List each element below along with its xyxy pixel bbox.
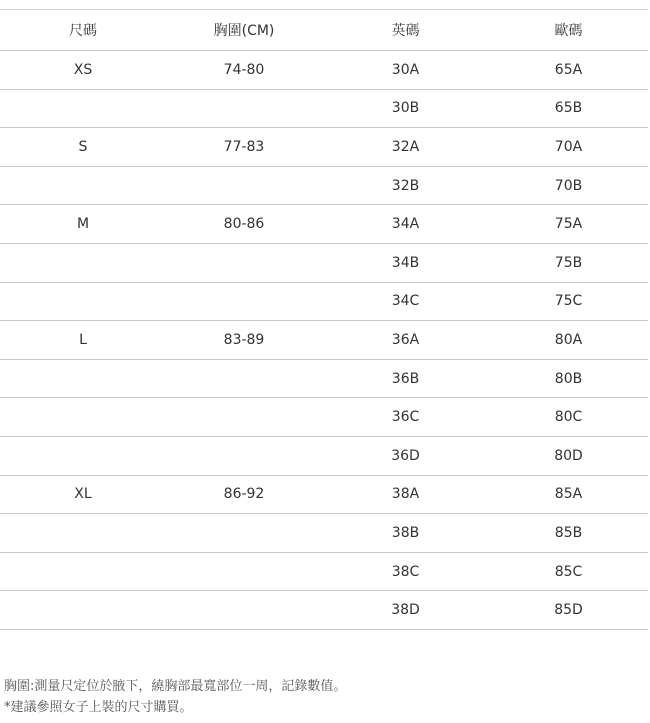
table-row xyxy=(0,514,648,553)
cell-eu-size: 85C xyxy=(554,563,583,580)
cell-eu-size: 85B xyxy=(554,524,583,541)
cell-uk-size: 38B xyxy=(391,524,420,541)
table-row xyxy=(0,205,648,244)
cell-eu-size: 85D xyxy=(554,602,583,619)
cell-eu-size: 65A xyxy=(554,61,583,78)
cell-eu-size: 75A xyxy=(554,216,583,233)
cell-eu-size: 65B xyxy=(554,100,583,117)
header-bust: 胸圍(CM) xyxy=(213,23,275,39)
cell-uk-size: 30B xyxy=(391,100,420,117)
cell-eu-size: 80D xyxy=(554,447,583,464)
cell-size: L xyxy=(79,331,87,348)
cell-eu-size: 70B xyxy=(554,177,583,194)
note-bust-measurement: 胸圍:測量尺定位於腋下，繞胸部最寬部位一周，記錄數值。 xyxy=(4,679,347,694)
cell-bust: 74-80 xyxy=(223,61,265,78)
cell-bust: 80-86 xyxy=(223,216,265,233)
table-row xyxy=(0,51,648,90)
table-row xyxy=(0,244,648,283)
header-size: 尺碼 xyxy=(69,23,97,39)
table-row xyxy=(0,128,648,167)
cell-uk-size: 38A xyxy=(391,486,420,503)
table-row xyxy=(0,283,648,322)
cell-uk-size: 32B xyxy=(391,177,420,194)
cell-eu-size: 80A xyxy=(554,331,583,348)
table-row xyxy=(0,167,648,206)
table-row xyxy=(0,321,648,360)
table-row xyxy=(0,591,648,630)
cell-uk-size: 38D xyxy=(391,602,420,619)
cell-size: M xyxy=(76,216,90,233)
cell-eu-size: 75B xyxy=(554,254,583,271)
header-uk-size: 英碼 xyxy=(391,23,420,39)
cell-eu-size: 75C xyxy=(554,293,583,310)
table-row xyxy=(0,398,648,437)
cell-uk-size: 36A xyxy=(391,331,420,348)
cell-bust: 77-83 xyxy=(223,138,265,155)
cell-bust: 86-92 xyxy=(223,486,265,503)
table-row xyxy=(0,437,648,476)
cell-uk-size: 36B xyxy=(391,370,420,387)
cell-uk-size: 38C xyxy=(391,563,420,580)
note-size-advice: *建議參照女子上裝的尺寸購買。 xyxy=(4,700,193,715)
cell-uk-size: 36C xyxy=(391,409,420,426)
cell-eu-size: 70A xyxy=(554,138,583,155)
cell-uk-size: 32A xyxy=(391,138,420,155)
cell-size: XL xyxy=(74,486,92,503)
cell-bust: 83-89 xyxy=(223,331,265,348)
cell-eu-size: 80B xyxy=(554,370,583,387)
cell-uk-size: 34C xyxy=(391,293,420,310)
cell-uk-size: 34B xyxy=(391,254,420,271)
table-row xyxy=(0,476,648,515)
table-header-row xyxy=(0,9,648,51)
cell-uk-size: 34A xyxy=(391,216,420,233)
cell-size: XS xyxy=(73,61,93,78)
cell-uk-size: 30A xyxy=(391,61,420,78)
cell-eu-size: 80C xyxy=(554,409,583,426)
size-table xyxy=(0,9,648,630)
table-row xyxy=(0,90,648,129)
table-row xyxy=(0,553,648,592)
measurement-notes xyxy=(4,676,346,718)
header-eu-size: 歐碼 xyxy=(554,23,583,39)
cell-size: S xyxy=(78,138,88,155)
cell-uk-size: 36D xyxy=(391,447,420,464)
cell-eu-size: 85A xyxy=(554,486,583,503)
table-row xyxy=(0,360,648,399)
